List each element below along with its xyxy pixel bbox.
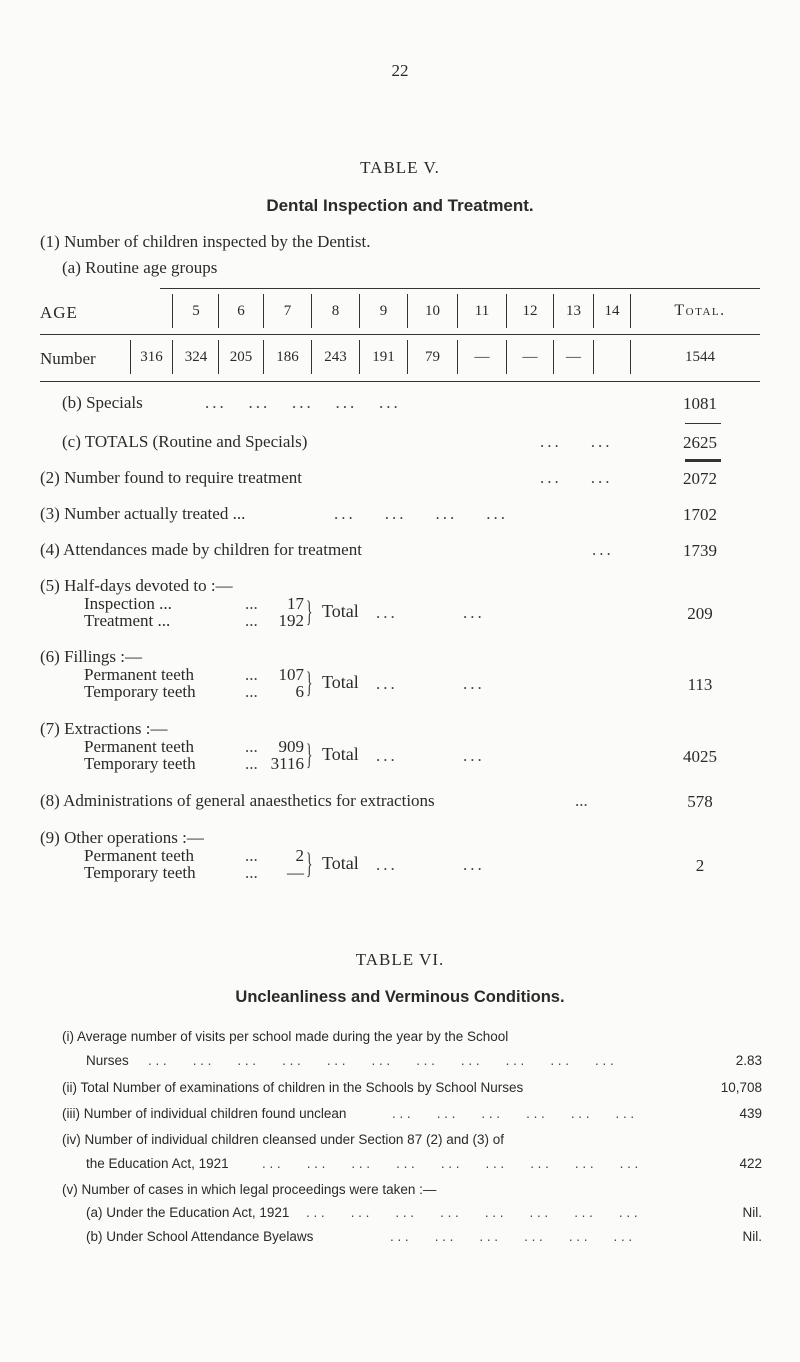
col-sep — [172, 294, 173, 328]
leader-dots: ... ... — [376, 746, 485, 765]
age-table-mid-rule — [40, 334, 760, 335]
leader-dots: ... — [245, 754, 258, 773]
col-sep — [593, 340, 594, 374]
brace-icon: } — [306, 847, 313, 880]
leader-dots: ... — [575, 791, 588, 810]
age-cell: 5 — [192, 303, 200, 319]
item-3-label: (3) Number actually treated ... — [40, 504, 246, 523]
age-cell: 6 — [237, 303, 245, 319]
leader-dots: ... ... — [540, 432, 613, 451]
item-8-label: (8) Administrations of general anaesthetics for extractions — [40, 791, 435, 810]
age-cell: 13 — [566, 303, 581, 319]
item-va-label: (a) Under the Education Act, 1921 — [86, 1205, 290, 1220]
item-i-line2: Nurses — [86, 1053, 129, 1068]
item-i-line1: (i) Average number of visits per school made during the year by the School — [62, 1029, 509, 1044]
leader-dots: ... ... ... ... ... ... — [390, 1229, 636, 1244]
age-cell: 14 — [604, 303, 620, 319]
item-5-label: (5) Half-days devoted to :— — [40, 576, 233, 595]
item-8-value: 578 — [687, 792, 713, 811]
leader-dots: ... ... ... ... ... ... — [392, 1106, 638, 1121]
age-table-bottom-rule — [40, 381, 760, 382]
leader-dots: ... ... ... ... ... ... ... ... — [306, 1205, 642, 1220]
item-7-row2-label: Temporary teeth — [84, 754, 196, 773]
item-ii-value: 10,708 — [720, 1080, 762, 1095]
item-b-value: 1081 — [683, 394, 717, 413]
item-va-value: Nil. — [742, 1205, 762, 1220]
item-7-row2-value: 3116 — [270, 754, 304, 773]
item-9-row1-label: Permanent teeth — [84, 846, 194, 865]
leader-dots: ... ... — [376, 674, 485, 693]
total-label: Total — [322, 672, 359, 692]
age-table-top-rule — [160, 288, 760, 289]
item-c-value: 2625 — [683, 433, 717, 452]
age-cell: 7 — [283, 303, 292, 319]
leader-dots: ... ... — [540, 468, 613, 487]
item-2-value: 2072 — [683, 469, 717, 488]
page-number: 22 — [391, 61, 409, 80]
table-5-title: TABLE V. — [360, 158, 440, 177]
item-iv-line1: (iv) Number of individual children cleansed under Section 87 (2) and (3) of — [62, 1132, 504, 1147]
item-9-total: 2 — [695, 856, 705, 875]
item-c-label: (c) TOTALS (Routine and Specials) — [62, 432, 308, 451]
number-row-label: Number — [40, 349, 96, 368]
number-cell: 186 — [276, 349, 299, 365]
item-ii-label: (ii) Total Number of examinations of children in the Schools by School Nurses — [62, 1080, 524, 1095]
item-6-row2-label: Temporary teeth — [84, 682, 196, 701]
item-vb-value: Nil. — [742, 1229, 762, 1244]
number-cell: 191 — [372, 349, 395, 365]
leader-dots: ... — [245, 737, 258, 756]
item-6-row2-value: 6 — [295, 682, 304, 701]
item-6-row1-label: Permanent teeth — [84, 665, 194, 684]
col-sep — [630, 340, 631, 374]
leader-dots: ... ... — [376, 855, 485, 874]
item-6-label: (6) Fillings :— — [40, 647, 143, 666]
item-5-row1-label: Inspection ... — [84, 594, 172, 613]
col-sep — [172, 340, 173, 374]
number-cell: — — [474, 349, 490, 365]
leader-dots: ... ... ... ... — [334, 504, 508, 523]
item-9-row2-label: Temporary teeth — [84, 863, 196, 882]
item-1a-label: (a) Routine age groups — [62, 258, 218, 277]
number-cell: 205 — [229, 349, 253, 365]
brace-icon: } — [306, 738, 313, 771]
sum-rule — [685, 423, 721, 424]
leader-dots: ... — [245, 682, 258, 701]
age-cell: 12 — [522, 303, 538, 319]
brace-icon: } — [306, 595, 313, 628]
number-cell: 79 — [425, 349, 440, 365]
number-total: 1544 — [685, 349, 715, 365]
item-5-row2-label: Treatment ... — [84, 611, 171, 630]
age-cell: 8 — [331, 303, 340, 319]
item-iv-value: 422 — [739, 1156, 762, 1171]
leader-dots: ... — [245, 594, 258, 613]
number-cell: 243 — [324, 349, 347, 365]
item-iv-line2: the Education Act, 1921 — [86, 1156, 229, 1171]
item-3-value: 1702 — [683, 505, 717, 524]
leader-dots: ... ... ... ... ... ... ... ... ... — [262, 1156, 642, 1171]
item-1-label: (1) Number of children inspected by the Dentist. — [40, 232, 371, 251]
item-4-label: (4) Attendances made by children for treatment — [40, 540, 362, 559]
item-7-total: 4025 — [683, 747, 717, 766]
item-vb-label: (b) Under School Attendance Byelaws — [86, 1229, 314, 1244]
total-label: Total — [322, 601, 359, 621]
item-7-row1-value: 909 — [278, 737, 304, 756]
item-5-row1-value: 17 — [287, 594, 304, 613]
total-rule — [685, 459, 721, 462]
leader-dots: ... ... ... ... ... ... ... ... ... ... ... — [148, 1053, 618, 1068]
total-header: Total. — [674, 302, 726, 319]
item-iii-value: 439 — [739, 1106, 762, 1121]
total-label: Total — [322, 744, 359, 764]
leader-dots: ... — [245, 611, 258, 630]
item-4-value: 1739 — [683, 541, 717, 560]
item-9-row1-value: 2 — [295, 846, 304, 865]
age-cell: 9 — [379, 303, 388, 319]
age-row-label: AGE — [40, 303, 78, 322]
item-7-label: (7) Extractions :— — [40, 719, 168, 738]
leader-dots: ... ... — [376, 603, 485, 622]
table-6-title: TABLE VI. — [355, 950, 445, 969]
number-cell: 316 — [140, 349, 163, 365]
item-b-label: (b) Specials — [62, 393, 143, 412]
age-cell: 10 — [425, 303, 440, 319]
item-6-total: 113 — [687, 675, 713, 694]
item-9-label: (9) Other operations :— — [40, 828, 204, 847]
leader-dots: ... — [245, 863, 258, 882]
col-sep — [630, 294, 631, 328]
leader-dots: ... ... ... ... ... — [205, 393, 401, 412]
item-2-label: (2) Number found to require treatment — [40, 468, 302, 487]
age-cell: 11 — [474, 303, 490, 319]
total-label: Total — [322, 853, 359, 873]
item-7-row1-label: Permanent teeth — [84, 737, 194, 756]
table-6-heading: Uncleanliness and Verminous Conditions. — [235, 988, 565, 1006]
leader-dots: ... — [245, 846, 258, 865]
table-5-heading: Dental Inspection and Treatment. — [266, 196, 534, 215]
item-9-row2-value: — — [287, 863, 304, 882]
item-v-label: (v) Number of cases in which legal proceedings were taken :— — [62, 1182, 437, 1197]
item-5-row2-value: 192 — [278, 611, 304, 630]
number-cell: — — [566, 349, 581, 365]
item-6-row1-value: 107 — [278, 665, 304, 684]
item-i-value: 2.83 — [735, 1053, 762, 1068]
leader-dots: ... — [245, 665, 258, 684]
item-5-total: 209 — [687, 604, 713, 623]
item-iii-label: (iii) Number of individual children found unclean — [62, 1106, 347, 1121]
number-cell: — — [522, 349, 538, 365]
leader-dots: ... — [592, 540, 614, 559]
brace-icon: } — [306, 666, 313, 699]
number-cell: 324 — [184, 349, 208, 365]
